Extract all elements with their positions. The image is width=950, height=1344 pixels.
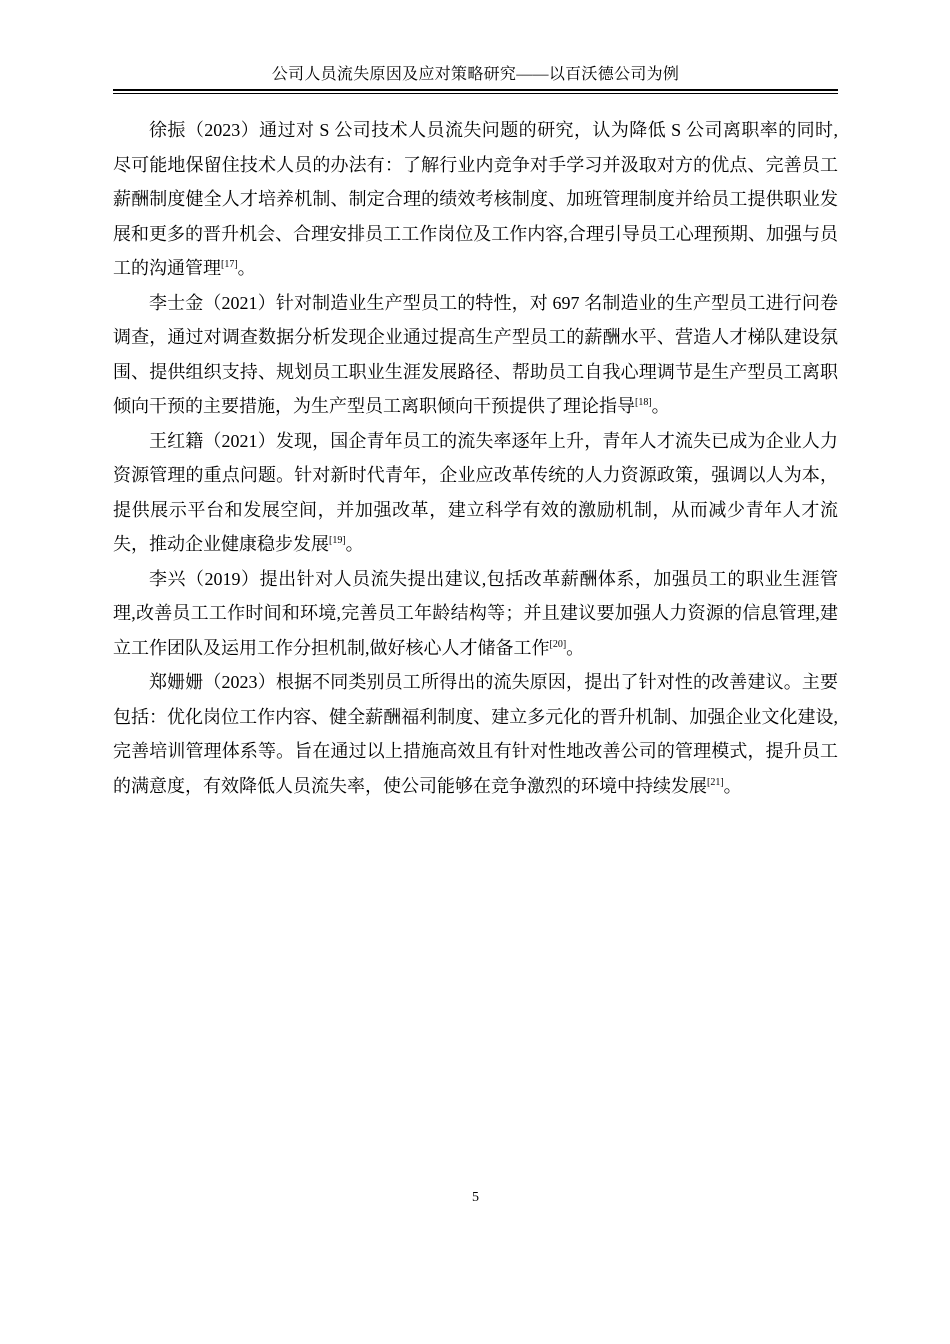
- paragraph-xu-zhen: [113, 113, 838, 286]
- citation-ref: [19]: [329, 535, 346, 546]
- paragraph-text: 徐振（2023）通过对 S 公司技术人员流失问题的研究，认为降低 S 公司离职率的同时,尽可能地保留住技术人员的办法有：了解行业内竞争对手学习并汲取对方的优点、完善员工薪酬制度健全人才培养机制、制定合理的绩效考核制度、加班管理制度并给员工提供职业发展和更多的晋升机会、合理安排员工工作岗位及工作内容,合理引导员工心理预期、加强与员工的沟通管理: [113, 120, 838, 278]
- paragraph-text: 李兴（2019）提出针对人员流失提出建议,包括改革薪酬体系，加强员工的职业生涯管理,改善员工工作时间和环境,完善员工年龄结构等；并且建议要加强人力资源的信息管理,建立工作团队及运用工作分担机制,做好核心人才储备工作: [113, 568, 838, 658]
- paragraph-end: 。: [345, 534, 364, 554]
- paragraph-end: 。: [723, 775, 742, 796]
- paragraph-end: 。: [566, 637, 585, 658]
- paragraph-li-xing: [113, 562, 838, 666]
- body-text: [113, 113, 838, 803]
- paragraph-li-shijin: [113, 286, 838, 424]
- paragraph-zheng-shanshan: [113, 665, 838, 803]
- citation-ref: [20]: [549, 638, 567, 650]
- page-number: 5: [472, 1190, 479, 1205]
- paragraph-text: 李士金（2021）针对制造业生产型员工的特性，对 697 名制造业的生产型员工进行问卷调查，通过对调查数据分析发现企业通过提高生产型员工的薪酬水平、营造人才梯队建设氛围、提供组织支持、规划员工职业生涯发展路径、帮助员工自我心理调节是生产型员工离职倾向干预的主要措施，为生产型员工离职倾向干预提供了理论指导: [113, 292, 838, 416]
- paragraph-end: 。: [237, 258, 256, 278]
- paragraph-end: 。: [651, 396, 670, 416]
- header-rule-thick: [113, 89, 838, 91]
- running-header: 公司人员流失原因及应对策略研究——以百沃德公司为例: [271, 66, 680, 83]
- header-rule-thin: [113, 93, 838, 94]
- paragraph-text: 郑姗姗（2023）根据不同类别员工所得出的流失原因，提出了针对性的改善建议。主要包括：优化岗位工作内容、健全薪酬福利制度、建立多元化的晋升机制、加强企业文化建设,完善培训管理体系等。旨在通过以上措施高效且有针对性地改善公司的管理模式，提升员工的满意度，有效降低人员流失率，使公司能够在竞争激烈的环境中持续发展: [113, 672, 838, 796]
- citation-ref: [18]: [635, 397, 652, 408]
- citation-ref: [17]: [221, 259, 238, 270]
- paragraph-wang-hongji: [113, 424, 838, 562]
- citation-ref: [21]: [707, 776, 724, 788]
- paragraph-text: 王红籍（2021）发现，国企青年员工的流失率逐年上升，青年人才流失已成为企业人力资源管理的重点问题。针对新时代青年，企业应改革传统的人力资源政策，强调以人为本，提供展示平台和发展空间，并加强改革，建立科学有效的激励机制，从而减少青年人才流失，推动企业健康稳步发展: [113, 430, 838, 554]
